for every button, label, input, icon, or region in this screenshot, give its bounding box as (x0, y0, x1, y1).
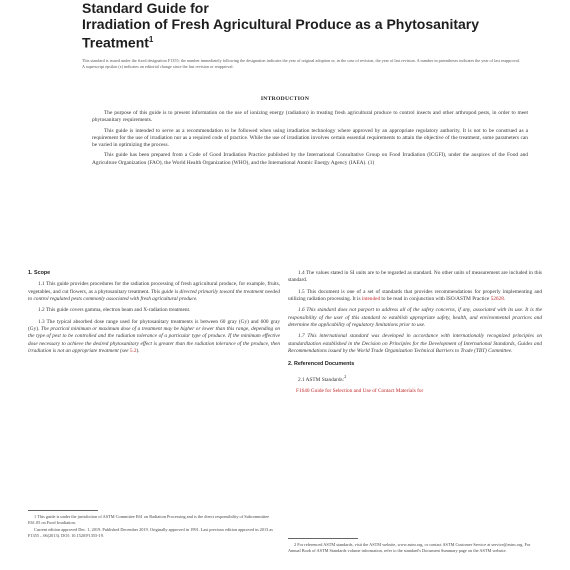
reference-f1640 (288, 388, 542, 395)
section-scope-title: 1. Scope (28, 270, 51, 276)
para-1-1-italic: This guide is directed primarily toward the treatment needed to control regulated pests commonly associated with fresh agricultural produce. (28, 288, 280, 303)
para-1-5-text: 1.5 This document is one of a set of standards that provides recommendations for properly implementing and utilizing radiation processing. It is (288, 288, 542, 303)
left-column (28, 270, 280, 359)
title-main: Irradiation of Fresh Agricultural Produce as a Phytosanitary Treatment (82, 16, 480, 51)
title-prefix: Standard Guide for (82, 0, 209, 16)
para-1-5-end: . (503, 296, 506, 303)
introduction-body (92, 110, 528, 170)
link-52628[interactable]: 52628 (490, 296, 504, 303)
para-1-2: 1.2 This guide covers gamma, electron beam and X-radiation treatment. (38, 307, 191, 314)
para-1-4: 1.4 The values stated in SI units are to be regarded as standard. No other units of measurement are included in this standard. (288, 270, 542, 284)
para-1-3-italic: The practical minimum or maximum dose of a treatment may be higher or lower than this range, depending on the type of pest to be controlled and the radiation tolerance of a particular type of produce. If the minimum effective dose necessary to achieve the desired phytosanitary effect is greater than the radiation tolerance of the produce, then irradiation is not an appropriate treatment (see (28, 326, 280, 355)
intro-paragraph: This guide is intended to serve as a recommendation to be followed when using irradiation technology where approved by an appropriate regulatory authority. It is not to be construed as a requirement for the use of irradiation nor as a required code of practice. While the use of irradiation involves certain essential requirements to attain the objective of the treatment, some parameters can be varied in optimizing the process. (92, 127, 528, 149)
footnote-edition: Current edition approved Dec. 1, 2019. Published December 2019. Originally approved in 1991. Last previous edition approved in 2013 as F1355 – 06(2013). DOI: 10.1520/F1355-19. (28, 527, 273, 538)
designation-notice: This standard is issued under the fixed designation F1355; the number immediately following the designation indicates the year of original adoption or, in the case of revision, the year of last revision. A number in parentheses indicates the year of last reapproval. A superscript epsilon (ε) indicates an editorial change since the last revision or reapproval. (82, 58, 520, 69)
footnote-mark-2: 2 (344, 373, 347, 379)
para-1-5-text-b: to be read in conjunction with ISO/ASTM Practice (380, 296, 491, 303)
footnote-1: 1 This guide is under the jurisdiction of ASTM Committee E61 on Radiation Processing and is the direct responsibility of Subcommittee E61.05 on Food Irradiation. (28, 514, 270, 525)
document-title (82, 0, 542, 51)
para-1-5 (288, 289, 542, 304)
para-2-1 (288, 373, 542, 384)
footnote-divider (288, 538, 358, 539)
introduction-heading: INTRODUCTION (260, 96, 310, 102)
footnote-divider (28, 510, 98, 511)
section-referenced-documents-title: 2. Referenced Documents (288, 361, 355, 368)
link-section-5-2[interactable]: 5.2 (129, 348, 137, 355)
para-1-3-end: ). (136, 348, 140, 355)
title-footnote-mark: 1 (148, 35, 154, 44)
para-1-3-text: 1.3 The typical absorbed dose range used for phytosanitary treatments is between 60 gray (Gy) and 600 gray (Gy). (28, 318, 280, 333)
intro-paragraph: This guide has been prepared from a Code of Good Irradiation Practice published by the International Consultative Group on Food Irradiation (ICGFI), under the auspices of the Food and Agriculture Organization (FAO), the World Health Organization (WHO), and the International Atomic Energy Agency (IAEA). (1) (92, 152, 528, 166)
footnote-2: 2 For referenced ASTM standards, visit the ASTM website, www.astm.org, or contact ASTM Customer Service at service@astm.org. For Annual Book of ASTM Standards volume information, refer to the standard's Document Summary page on the ASTM website. (288, 542, 531, 553)
para-1-1-text: 1.1 This guide provides procedures for the radiation processing of fresh agricultural produce, for example, fruits, vegetables, and cut flowers, as a phytosanitary treatment. (28, 281, 280, 295)
right-footnotes (288, 538, 542, 555)
link-intended[interactable]: intended (361, 296, 381, 303)
reference-f1640-title[interactable]: Guide for Selection and Use of Contact Materials for (310, 387, 424, 394)
para-1-6: 1.6 This standard does not purport to address all of the safety concerns, if any, associated with its use. It is the responsibility of the user of this standard to establish appropriate safety, health, and environmental practices and determine the applicability of regulatory limitations prior to use. (288, 307, 542, 329)
para-1-3 (28, 319, 280, 356)
para-2-1-text: 2.1 ASTM Standards: (298, 376, 345, 383)
para-1-1 (28, 281, 280, 303)
para-1-7: 1.7 This international standard was developed in accordance with internationally recognized principles on standardization established in the Decision on Principles for the Development of International Standards, Guides and Recommendations issued by the World Trade Organization Technical Barriers to Trade (TBT) Committee. (288, 333, 542, 355)
left-footnotes (28, 510, 280, 540)
intro-paragraph: The purpose of this guide is to present information on the use of ionizing energy (radiation) in treating fresh agricultural produce to control insects and other arthropod pests, in order to meet phytosanitary requirements. (92, 110, 528, 124)
link-f1640[interactable]: F1640 (296, 387, 310, 394)
right-column (288, 270, 542, 399)
